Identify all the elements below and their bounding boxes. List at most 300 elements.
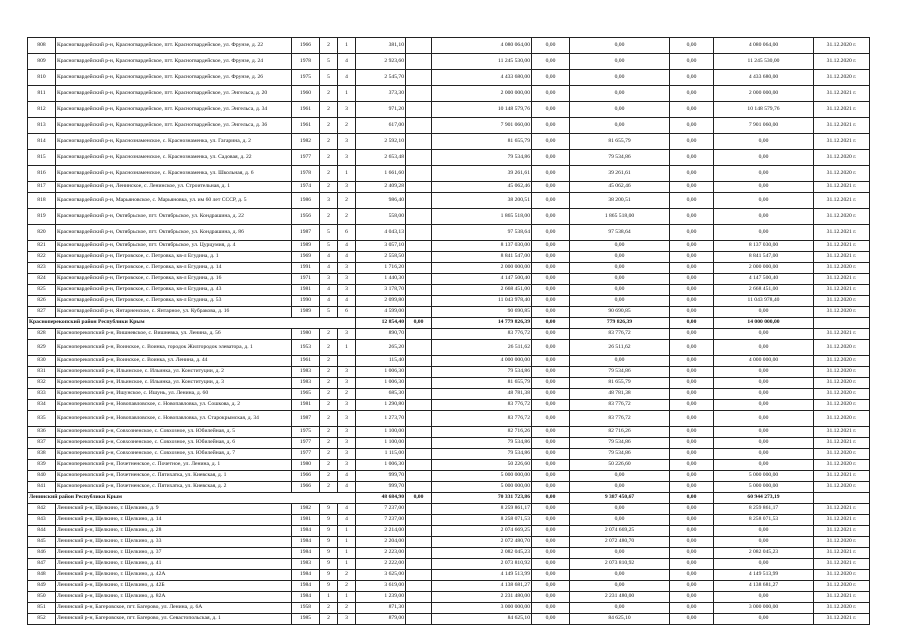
blank-cell bbox=[406, 209, 432, 225]
entrances-cell bbox=[338, 356, 356, 367]
row-number-cell: 832 bbox=[28, 378, 56, 389]
amount-cell: 0,00 bbox=[714, 526, 814, 537]
address-cell: Красногвардейский р-н, Красногвардейское, пгт. Красногвардейское, ул. Энгельса, д. 20 bbox=[56, 86, 292, 102]
entrances-cell: 2 bbox=[338, 570, 356, 581]
blank-cell bbox=[406, 581, 432, 592]
table-row bbox=[28, 263, 870, 274]
date-cell: 31.12.2021 г. bbox=[814, 614, 870, 625]
row-number-cell: 830 bbox=[28, 356, 56, 367]
zero-cell: 0,00 bbox=[670, 307, 714, 318]
total-cost-cell: 4 000 000,00 bbox=[432, 356, 532, 367]
address-cell: Ленинский р-н, Щелкино, г. Щелкино, д. 14 bbox=[56, 515, 292, 526]
zero-cell: 0,00 bbox=[532, 225, 570, 241]
area-cell: 999,70 bbox=[356, 482, 406, 493]
zero-cell: 0,00 bbox=[670, 252, 714, 263]
total-cost-cell: 48 781,38 bbox=[432, 389, 532, 400]
table-row bbox=[28, 537, 870, 548]
floors-cell: 5 bbox=[320, 225, 338, 241]
amount-cell: 0,00 bbox=[570, 70, 670, 86]
area-cell: 986,40 bbox=[356, 193, 406, 209]
row-number-cell: 827 bbox=[28, 307, 56, 318]
total-cost-cell: 4 080 064,00 bbox=[432, 38, 532, 54]
entrances-cell: 3 bbox=[338, 378, 356, 389]
amount-cell: 7 901 060,00 bbox=[714, 118, 814, 134]
floors-cell: 2 bbox=[320, 86, 338, 102]
amount-cell: 0,00 bbox=[570, 356, 670, 367]
row-number-cell: 847 bbox=[28, 559, 56, 570]
amount-cell: 9 387 450,67 bbox=[570, 493, 670, 504]
date-cell: 31.12.2020 г. bbox=[814, 570, 870, 581]
area-cell: 3 619,00 bbox=[356, 581, 406, 592]
amount-cell: 0,00 bbox=[570, 118, 670, 134]
total-cost-cell: 38 200,51 bbox=[432, 193, 532, 209]
table-row bbox=[28, 592, 870, 603]
address-cell: Красноперекопский р-н, Воинское, с. Воинка, ул. Ленина, д. 44 bbox=[56, 356, 292, 367]
floors-cell: 2 bbox=[320, 166, 338, 182]
floors-cell: 5 bbox=[320, 70, 338, 86]
total-cost-cell: 4 149 513,99 bbox=[432, 570, 532, 581]
zero-cell: 0,00 bbox=[532, 400, 570, 411]
row-number-cell: 817 bbox=[28, 182, 56, 193]
row-number-cell: 823 bbox=[28, 263, 56, 274]
blank-cell bbox=[406, 603, 432, 614]
entrances-cell: 3 bbox=[338, 367, 356, 378]
address-cell: Ленинский р-н, Щелкино, г. Щелкино, д. 41 bbox=[56, 559, 292, 570]
zero-cell: 0,00 bbox=[670, 86, 714, 102]
zero-cell: 0,00 bbox=[670, 241, 714, 252]
total-cost-cell: 50 226,60 bbox=[432, 460, 532, 471]
address-cell: Красноперекопский р-н, Воинское, с. Воинка, городок Жилгородок элеватора, д. 1 bbox=[56, 340, 292, 356]
area-cell: 2 214,00 bbox=[356, 526, 406, 537]
amount-cell: 26 511,62 bbox=[570, 340, 670, 356]
amount-cell: 0,00 bbox=[714, 411, 814, 427]
amount-cell: 0,00 bbox=[714, 614, 814, 625]
table-row bbox=[28, 150, 870, 166]
table-row bbox=[28, 548, 870, 559]
row-number-cell: 825 bbox=[28, 285, 56, 296]
amount-cell: 0,00 bbox=[714, 592, 814, 603]
floors-cell: 9 bbox=[320, 548, 338, 559]
amount-cell: 90 690,85 bbox=[570, 307, 670, 318]
area-cell: 2 222,00 bbox=[356, 559, 406, 570]
entrances-cell: 2 bbox=[338, 118, 356, 134]
total-cost-cell: 70 331 723,86 bbox=[432, 493, 532, 504]
floors-cell: 4 bbox=[320, 263, 338, 274]
area-cell: 3 625,00 bbox=[356, 570, 406, 581]
year-cell: 1984 bbox=[292, 526, 320, 537]
row-number-cell: 828 bbox=[28, 329, 56, 340]
zero-cell: 0,00 bbox=[670, 102, 714, 118]
floors-cell: 3 bbox=[320, 193, 338, 209]
date-cell: 31.12.2020 г. bbox=[814, 411, 870, 427]
amount-cell: 82 716,26 bbox=[570, 427, 670, 438]
floors-cell: 2 bbox=[320, 427, 338, 438]
amount-cell: 4 138 681,27 bbox=[714, 581, 814, 592]
amount-cell: 0,00 bbox=[714, 400, 814, 411]
zero-cell: 0,00 bbox=[532, 411, 570, 427]
area-cell: 871,30 bbox=[356, 603, 406, 614]
amount-cell: 0,00 bbox=[714, 150, 814, 166]
area-cell: 1 716,20 bbox=[356, 263, 406, 274]
blank-cell bbox=[406, 86, 432, 102]
floors-cell: 2 bbox=[320, 182, 338, 193]
row-number-cell: 812 bbox=[28, 102, 56, 118]
blank-cell bbox=[406, 166, 432, 182]
area-cell: 2 409,28 bbox=[356, 182, 406, 193]
date-cell: 31.12.2021 г. bbox=[814, 559, 870, 570]
floors-cell: 2 bbox=[320, 118, 338, 134]
date-cell: 31.12.2021 г. bbox=[814, 471, 870, 482]
row-number-cell: 849 bbox=[28, 581, 56, 592]
date-cell: 31.12.2021 г. bbox=[814, 86, 870, 102]
table-row bbox=[28, 38, 870, 54]
entrances-cell: 2 bbox=[338, 209, 356, 225]
area-cell: 3 057,10 bbox=[356, 241, 406, 252]
table-row bbox=[28, 504, 870, 515]
zero-cell: 0,00 bbox=[670, 182, 714, 193]
zero-cell: 0,00 bbox=[532, 70, 570, 86]
blank-cell bbox=[406, 438, 432, 449]
amount-cell: 2 668 451,00 bbox=[714, 285, 814, 296]
blank-cell bbox=[406, 515, 432, 526]
zero-cell: 0,00 bbox=[670, 389, 714, 400]
address-cell: Красногвардейский р-н, Октябрьское, пгт. Октябрьское, ул. Кондрашина, д. 22 bbox=[56, 209, 292, 225]
amount-cell: 0,00 bbox=[570, 570, 670, 581]
row-number-cell: 813 bbox=[28, 118, 56, 134]
total-cost-cell: 8 137 030,00 bbox=[432, 241, 532, 252]
row-number-cell: 834 bbox=[28, 400, 56, 411]
amount-cell: 4 149 513,99 bbox=[714, 570, 814, 581]
entrances-cell: 4 bbox=[338, 515, 356, 526]
table-row bbox=[28, 252, 870, 263]
area-cell: 1 006,30 bbox=[356, 460, 406, 471]
amount-cell: 1 865 518,00 bbox=[570, 209, 670, 225]
zero-cell: 0,00 bbox=[670, 70, 714, 86]
zero-cell: 0,00 bbox=[532, 570, 570, 581]
table-row bbox=[28, 182, 870, 193]
entrances-cell: 4 bbox=[338, 70, 356, 86]
zero-cell: 0,00 bbox=[670, 296, 714, 307]
entrances-cell: 3 bbox=[338, 438, 356, 449]
amount-cell: 0,00 bbox=[570, 504, 670, 515]
zero-cell: 0,00 bbox=[406, 318, 432, 329]
table-row bbox=[28, 400, 870, 411]
table-row bbox=[28, 209, 870, 225]
amount-cell: 0,00 bbox=[570, 241, 670, 252]
zero-cell: 0,00 bbox=[532, 449, 570, 460]
zero-cell: 0,00 bbox=[670, 166, 714, 182]
blank-cell bbox=[406, 102, 432, 118]
row-number-cell: 815 bbox=[28, 150, 56, 166]
year-cell: 1981 bbox=[292, 515, 320, 526]
year-cell: 1982 bbox=[292, 134, 320, 150]
floors-cell: 9 bbox=[320, 526, 338, 537]
floors-cell: 2 bbox=[320, 389, 338, 400]
year-cell: 1985 bbox=[292, 614, 320, 625]
zero-cell: 0,00 bbox=[670, 438, 714, 449]
table-row bbox=[28, 427, 870, 438]
blank-cell bbox=[406, 449, 432, 460]
row-number-cell: 810 bbox=[28, 70, 56, 86]
blank-cell bbox=[406, 537, 432, 548]
amount-cell: 0,00 bbox=[570, 296, 670, 307]
total-cost-cell: 5 000 000,00 bbox=[432, 482, 532, 493]
area-cell: 2 653,48 bbox=[356, 150, 406, 166]
row-number-cell: 852 bbox=[28, 614, 56, 625]
table-row bbox=[28, 515, 870, 526]
zero-cell: 0,00 bbox=[670, 427, 714, 438]
year-cell: 1983 bbox=[292, 367, 320, 378]
year-cell: 1961 bbox=[292, 356, 320, 367]
year-cell: 1965 bbox=[292, 389, 320, 400]
area-cell: 1 006,30 bbox=[356, 378, 406, 389]
address-cell: Красногвардейский р-н, Красногвардейское, пгт. Красногвардейское, ул. Энгельса, д. 34 bbox=[56, 102, 292, 118]
zero-cell: 0,00 bbox=[670, 318, 714, 329]
area-cell: 879,00 bbox=[356, 614, 406, 625]
amount-cell: 79 534,86 bbox=[570, 150, 670, 166]
zero-cell: 0,00 bbox=[670, 526, 714, 537]
address-cell: Красногвардейский р-н, Красногвардейское, пгт. Красногвардейское, ул. Фрунзе, д. 24 bbox=[56, 54, 292, 70]
zero-cell: 0,00 bbox=[670, 614, 714, 625]
entrances-cell: 3 bbox=[338, 460, 356, 471]
date-cell: 31.12.2020 г. bbox=[814, 296, 870, 307]
floors-cell: 4 bbox=[320, 285, 338, 296]
date-cell: 31.12.2020 г. bbox=[814, 263, 870, 274]
zero-cell: 0,00 bbox=[670, 378, 714, 389]
area-cell: 1 273,70 bbox=[356, 411, 406, 427]
table-row bbox=[28, 296, 870, 307]
date-cell: 31.12.2021 г. bbox=[814, 548, 870, 559]
year-cell: 1983 bbox=[292, 559, 320, 570]
entrances-cell: 3 bbox=[338, 263, 356, 274]
zero-cell: 0,00 bbox=[532, 150, 570, 166]
year-cell: 1971 bbox=[292, 274, 320, 285]
address-cell: Красногвардейский р-н, Марьяновское, с. Марьяновка, ул. им 60 лет СССР, д. 5 bbox=[56, 193, 292, 209]
date-cell: 31.12.2021 г. bbox=[814, 225, 870, 241]
total-cost-cell: 10 148 579,76 bbox=[432, 102, 532, 118]
row-number-cell: 819 bbox=[28, 209, 56, 225]
zero-cell: 0,00 bbox=[670, 515, 714, 526]
address-cell: Красногвардейский р-н, Красногвардейское, пгт. Красногвардейское, ул. Энгельса, д. 36 bbox=[56, 118, 292, 134]
table-row bbox=[28, 389, 870, 400]
amount-cell: 4 000 000,00 bbox=[714, 356, 814, 367]
floors-cell: 2 bbox=[320, 38, 338, 54]
year-cell: 1984 bbox=[292, 592, 320, 603]
area-cell: 2 558,50 bbox=[356, 252, 406, 263]
amount-cell: 4 080 064,00 bbox=[714, 38, 814, 54]
table-row bbox=[28, 482, 870, 493]
total-cost-cell: 2 072 480,70 bbox=[432, 537, 532, 548]
floors-cell: 2 bbox=[320, 102, 338, 118]
address-cell: Ленинский р-н, Багеровское, пгт. Багерово, ул. Ленина, д. 6А bbox=[56, 603, 292, 614]
zero-cell: 0,00 bbox=[670, 581, 714, 592]
year-cell: 1953 bbox=[292, 340, 320, 356]
area-cell: 4 043,13 bbox=[356, 225, 406, 241]
total-cost-cell: 4 138 681,27 bbox=[432, 581, 532, 592]
blank-cell bbox=[406, 285, 432, 296]
amount-cell: 81 655,79 bbox=[570, 134, 670, 150]
date-cell: 31.12.2021 г. bbox=[814, 118, 870, 134]
area-cell: 2 204,00 bbox=[356, 537, 406, 548]
amount-cell: 79 534,86 bbox=[570, 449, 670, 460]
entrances-cell: 1 bbox=[338, 86, 356, 102]
date-cell: 31.12.2021 г. bbox=[814, 329, 870, 340]
row-number-cell: 824 bbox=[28, 274, 56, 285]
blank-cell bbox=[406, 504, 432, 515]
blank-cell bbox=[406, 460, 432, 471]
row-number-cell: 831 bbox=[28, 367, 56, 378]
area-cell: 1 006,30 bbox=[356, 367, 406, 378]
amount-cell: 97 538,64 bbox=[570, 225, 670, 241]
date-cell: 31.12.2020 г. bbox=[814, 449, 870, 460]
area-cell: 1 661,60 bbox=[356, 166, 406, 182]
entrances-cell: 6 bbox=[338, 225, 356, 241]
entrances-cell: 3 bbox=[338, 329, 356, 340]
year-cell: 1966 bbox=[292, 471, 320, 482]
table-row bbox=[28, 367, 870, 378]
floors-cell: 5 bbox=[320, 241, 338, 252]
entrances-cell: 1 bbox=[338, 526, 356, 537]
amount-cell: 0,00 bbox=[714, 193, 814, 209]
blank-cell bbox=[406, 471, 432, 482]
amount-cell: 0,00 bbox=[570, 515, 670, 526]
zero-cell: 0,00 bbox=[532, 209, 570, 225]
row-number-cell: 835 bbox=[28, 411, 56, 427]
zero-cell: 0,00 bbox=[532, 307, 570, 318]
amount-cell: 0,00 bbox=[714, 134, 814, 150]
total-cost-cell: 8 258 071,53 bbox=[432, 515, 532, 526]
table-row bbox=[28, 411, 870, 427]
date-cell: 31.12.2020 г. bbox=[814, 166, 870, 182]
total-cost-cell: 11 245 530,00 bbox=[432, 54, 532, 70]
amount-cell: 83 776,72 bbox=[570, 329, 670, 340]
blank-cell bbox=[406, 307, 432, 318]
area-cell: 558,00 bbox=[356, 209, 406, 225]
amount-cell: 0,00 bbox=[570, 603, 670, 614]
zero-cell: 0,00 bbox=[532, 274, 570, 285]
row-number-cell: 846 bbox=[28, 548, 56, 559]
date-cell: 31.12.2021 г. bbox=[814, 526, 870, 537]
amount-cell: 0,00 bbox=[714, 209, 814, 225]
entrances-cell: 2 bbox=[338, 603, 356, 614]
blank-cell bbox=[406, 252, 432, 263]
address-cell: Ленинский р-н, Щелкино, г. Щелкино, д. 33 bbox=[56, 537, 292, 548]
total-cost-cell: 81 655,79 bbox=[432, 378, 532, 389]
zero-cell: 0,00 bbox=[670, 285, 714, 296]
floors-cell: 2 bbox=[320, 340, 338, 356]
address-cell: Ленинский р-н, Багеровское, пгт. Багерово, ул. Севастопольская, д. 1 bbox=[56, 614, 292, 625]
zero-cell: 0,00 bbox=[532, 427, 570, 438]
row-number-cell: 837 bbox=[28, 438, 56, 449]
zero-cell: 0,00 bbox=[532, 356, 570, 367]
entrances-cell: 1 bbox=[338, 548, 356, 559]
total-cost-cell: 5 000 000,00 bbox=[432, 471, 532, 482]
row-number-cell: 808 bbox=[28, 38, 56, 54]
row-number-cell: 841 bbox=[28, 482, 56, 493]
area-cell: 1 100,00 bbox=[356, 427, 406, 438]
floors-cell: 2 bbox=[320, 378, 338, 389]
total-cost-cell: 4 147 500,40 bbox=[432, 274, 532, 285]
amount-cell: 4 147 500,40 bbox=[714, 274, 814, 285]
area-cell: 2 099,80 bbox=[356, 296, 406, 307]
date-cell: 31.12.2021 г. bbox=[814, 504, 870, 515]
blank-cell bbox=[406, 389, 432, 400]
blank-cell bbox=[406, 193, 432, 209]
entrances-cell: 3 bbox=[338, 150, 356, 166]
zero-cell: 0,00 bbox=[670, 400, 714, 411]
zero-cell: 0,00 bbox=[532, 438, 570, 449]
area-cell: 2 223,00 bbox=[356, 548, 406, 559]
total-cost-cell: 11 043 978,40 bbox=[432, 296, 532, 307]
address-cell: Красноперекопский р-н, Ильинское, с. Ильинка, ул. Конституции, д. 2 bbox=[56, 367, 292, 378]
blank-cell bbox=[406, 241, 432, 252]
area-cell: 999,70 bbox=[356, 471, 406, 482]
total-cost-cell: 79 534,86 bbox=[432, 367, 532, 378]
amount-cell: 79 534,86 bbox=[570, 438, 670, 449]
zero-cell: 0,00 bbox=[532, 367, 570, 378]
total-cost-cell: 7 901 060,00 bbox=[432, 118, 532, 134]
entrances-cell: 6 bbox=[338, 307, 356, 318]
amount-cell: 0,00 bbox=[714, 449, 814, 460]
table-row bbox=[28, 526, 870, 537]
date-cell bbox=[814, 493, 870, 504]
entrances-cell: 3 bbox=[338, 285, 356, 296]
year-cell: 1983 bbox=[292, 378, 320, 389]
zero-cell: 0,00 bbox=[670, 449, 714, 460]
area-cell: 1 440,30 bbox=[356, 274, 406, 285]
address-cell: Красногвардейский р-н, Петровское, с. Петровка, кв-л Егудина, д. 53 bbox=[56, 296, 292, 307]
address-cell: Ленинский р-н, Щелкино, г. Щелкино, д. 37 bbox=[56, 548, 292, 559]
address-cell: Красноперекопский р-н, Почетненское, с. Пятихатка, ул. Киевская, д. 1 bbox=[56, 471, 292, 482]
table-row bbox=[28, 102, 870, 118]
blank-cell bbox=[406, 559, 432, 570]
amount-cell: 8 841 547,00 bbox=[714, 252, 814, 263]
amount-cell: 0,00 bbox=[714, 559, 814, 570]
blank-cell bbox=[406, 400, 432, 411]
zero-cell: 0,00 bbox=[532, 296, 570, 307]
address-cell: Красноперекопский р-н, Ильинское, с. Ильинка, ул. Конституции, д. 3 bbox=[56, 378, 292, 389]
date-cell: 31.12.2021 г. bbox=[814, 182, 870, 193]
date-cell: 31.12.2020 г. bbox=[814, 340, 870, 356]
amount-cell: 0,00 bbox=[570, 581, 670, 592]
table-row bbox=[28, 166, 870, 182]
total-cost-cell: 8 841 547,00 bbox=[432, 252, 532, 263]
address-cell: Красногвардейский р-н, Петровское, с. Петровка, кв-л Егудина, д. 43 bbox=[56, 285, 292, 296]
amount-cell: 5 000 000,00 bbox=[714, 482, 814, 493]
amount-cell: 0,00 bbox=[570, 274, 670, 285]
address-cell: Ленинский р-н, Щелкино, г. Щелкино, д. 42А bbox=[56, 570, 292, 581]
amount-cell: 0,00 bbox=[570, 86, 670, 102]
row-number-cell: 833 bbox=[28, 389, 56, 400]
floors-cell: 2 bbox=[320, 329, 338, 340]
entrances-cell: 4 bbox=[338, 241, 356, 252]
total-cost-cell: 97 538,64 bbox=[432, 225, 532, 241]
amount-cell: 45 062,46 bbox=[570, 182, 670, 193]
total-cost-cell: 2 000 000,00 bbox=[432, 263, 532, 274]
amount-cell: 0,00 bbox=[714, 329, 814, 340]
amount-cell: 0,00 bbox=[714, 166, 814, 182]
blank-cell bbox=[406, 134, 432, 150]
entrances-cell: 1 bbox=[338, 537, 356, 548]
floors-cell: 2 bbox=[320, 209, 338, 225]
amount-cell: 81 655,79 bbox=[570, 378, 670, 389]
floors-cell: 9 bbox=[320, 537, 338, 548]
amount-cell: 84 625,10 bbox=[570, 614, 670, 625]
year-cell: 1989 bbox=[292, 241, 320, 252]
amount-cell: 0,00 bbox=[570, 54, 670, 70]
amount-cell: 2 231 480,00 bbox=[570, 592, 670, 603]
amount-cell: 0,00 bbox=[570, 102, 670, 118]
